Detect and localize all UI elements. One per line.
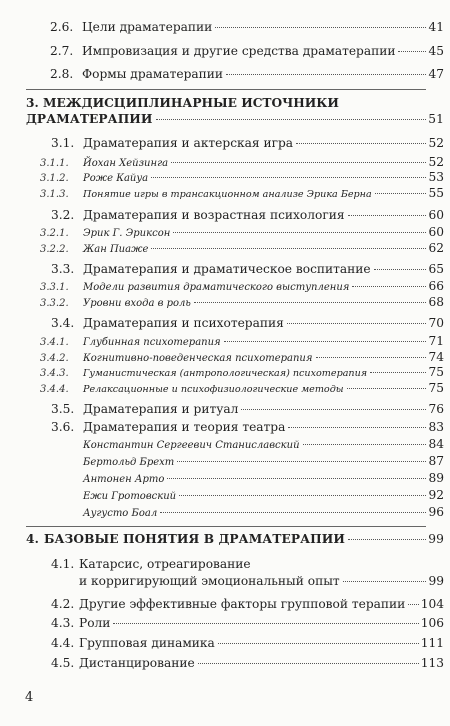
toc-entry-2-7: [50, 44, 444, 59]
toc-entry-page: 113: [420, 656, 444, 670]
dot-leader: [160, 512, 426, 513]
toc-entry-3-1: [51, 136, 444, 151]
dot-leader: [156, 119, 427, 120]
toc-entry-title: Глубинная психотерапия: [83, 337, 221, 348]
toc-entry-title: Импровизация и другие средства драматерапии: [82, 44, 396, 58]
toc-entry-title: Аугусто Боал: [83, 508, 158, 519]
dot-leader: [171, 162, 426, 163]
toc-entry-number: 3.1.1.: [40, 158, 69, 169]
toc-entry-title: Понятие игры в трансакционном анализе Эрика Берна: [83, 189, 372, 200]
toc-chapter-3: [26, 95, 339, 111]
toc-entry-number: 3.2.2.: [40, 244, 69, 255]
toc-entry-page: 66: [428, 279, 444, 293]
toc-entry-page: 60: [428, 225, 444, 239]
toc-entry-number: 3.4.2.: [40, 353, 69, 364]
dot-leader: [113, 623, 418, 624]
toc-entry-3-6: [51, 420, 444, 435]
dot-leader: [352, 286, 426, 287]
toc-entry-title: Уровни входа в роль: [83, 298, 191, 309]
toc-subentry-3-4-4: [40, 382, 444, 396]
dot-leader: [347, 388, 427, 389]
toc-entry-page: 104: [420, 597, 444, 611]
toc-chapter-4: [26, 532, 444, 547]
toc-entry-2-8: [50, 67, 444, 82]
toc-entry-title: БАЗОВЫЕ ПОНЯТИЯ В ДРАМАТЕРАПИИ: [43, 532, 346, 546]
toc-entry-page: 84: [428, 437, 444, 451]
toc-entry-4-1: [51, 556, 251, 572]
toc-entry-number: 2.6.: [50, 20, 74, 34]
toc-entry-number: 3.4.4.: [40, 384, 69, 395]
toc-entry-title: Роли: [79, 616, 111, 630]
toc-subentry-3-3-1: [40, 280, 444, 294]
toc-entry-number: 2.8.: [50, 67, 74, 81]
dot-leader: [374, 269, 427, 270]
toc-entry-number: 3.3.: [51, 262, 75, 276]
toc-subentry-3-1-1: [40, 156, 444, 170]
toc-entry-number: 4.4.: [51, 636, 75, 650]
toc-entry-page: 41: [428, 20, 444, 34]
toc-entry-number: 3.1.3.: [40, 189, 69, 200]
toc-entry-number: 4.1.: [51, 557, 75, 571]
toc-entry-title: Константин Сергеевич Станиславский: [83, 440, 300, 451]
toc-entry-number: 3.: [26, 96, 39, 110]
toc-entry-number: 3.1.2.: [40, 173, 69, 184]
dot-leader: [288, 427, 426, 428]
toc-entry-title-continued: и корригирующий эмоциональный опыт: [79, 574, 340, 588]
toc-entry-title: Драматерапия и актерская игра: [83, 136, 294, 150]
toc-entry-3-2: [51, 208, 444, 223]
toc-entry-4-3: [51, 616, 444, 631]
toc-entry-number: 3.2.: [51, 208, 75, 222]
dot-leader: [173, 232, 426, 233]
toc-entry-title: Групповая динамика: [79, 636, 215, 650]
toc-entry-title: Антонен Арто: [83, 474, 165, 485]
dot-leader: [408, 604, 418, 605]
dot-leader: [226, 74, 426, 75]
toc-subentry-3-1-3: [40, 187, 444, 201]
toc-entry-title-continued: ДРАМАТЕРАПИИ: [26, 112, 153, 126]
toc-entry-page: 75: [428, 365, 444, 379]
toc-entry-page: 68: [428, 295, 444, 309]
toc-subentry-boal: [83, 506, 444, 520]
toc-entry-page: 70: [428, 316, 444, 330]
toc-entry-title: Драматерапия и возрастная психология: [83, 208, 345, 222]
toc-entry-number: 3.5.: [51, 402, 75, 416]
dot-leader: [151, 248, 426, 249]
toc-entry-title: Когнитивно-поведенческая психотерапия: [83, 353, 313, 364]
dot-leader: [303, 444, 427, 445]
toc-entry-page: 96: [428, 505, 444, 519]
toc-entry-number: 3.3.1.: [40, 282, 69, 293]
dot-leader: [177, 461, 426, 462]
toc-entry-title: Йохан Хейзинга: [83, 158, 169, 169]
dot-leader: [343, 581, 427, 582]
toc-entry-page: 60: [428, 208, 444, 222]
toc-entry-title: Дистанцирование: [79, 656, 195, 670]
dot-leader: [348, 215, 427, 216]
toc-entry-page: 89: [428, 471, 444, 485]
toc-entry-page: 87: [428, 454, 444, 468]
toc-subentry-3-4-3: [40, 366, 444, 380]
dot-leader: [167, 478, 426, 479]
toc-entry-4-1-line2: [79, 574, 444, 589]
dot-leader: [348, 539, 426, 540]
toc-entry-title: Формы драматерапии: [82, 67, 224, 81]
toc-entry-title: Драматерапия и психотерапия: [83, 316, 284, 330]
toc-subentry-3-2-2: [40, 242, 444, 256]
toc-entry-number: 3.4.1.: [40, 337, 69, 348]
toc-entry-page: 71: [428, 334, 444, 348]
toc-subentry-3-2-1: [40, 226, 444, 240]
toc-entry-page: 99: [428, 574, 444, 588]
toc-entry-title: Драматерапия и ритуал: [83, 402, 239, 416]
toc-entry-number: 4.3.: [51, 616, 75, 630]
toc-subentry-3-3-2: [40, 296, 444, 310]
dot-leader: [224, 341, 427, 342]
dot-leader: [316, 357, 427, 358]
toc-entry-title: Ежи Гротовский: [83, 491, 177, 502]
toc-entry-number: 3.4.: [51, 316, 75, 330]
toc-entry-3-3: [51, 262, 444, 277]
toc-entry-title: Модели развития драматического выступления: [83, 282, 350, 293]
dot-leader: [296, 143, 426, 144]
toc-entry-4-2: [51, 597, 444, 612]
toc-entry-4-5: [51, 656, 444, 671]
toc-entry-title: Бертольд Брехт: [83, 457, 175, 468]
dot-leader: [218, 643, 419, 644]
dot-leader: [179, 495, 426, 496]
toc-entry-number: 3.3.2.: [40, 298, 69, 309]
toc-subentry-grotowski: [83, 489, 444, 503]
toc-entry-title: Драматерапия и теория театра: [83, 420, 286, 434]
toc-entry-page: 62: [428, 241, 444, 255]
dot-leader: [375, 193, 427, 194]
toc-chapter-3-line2: [26, 112, 444, 127]
toc-subentry-artaud: [83, 472, 444, 486]
toc-entry-page: 111: [420, 636, 444, 650]
toc-entry-page: 99: [428, 532, 444, 546]
toc-entry-page: 65: [428, 262, 444, 276]
toc-entry-page: 53: [428, 170, 444, 184]
toc-subentry-3-4-2: [40, 351, 444, 365]
dot-leader: [151, 177, 426, 178]
chapter-divider: [26, 526, 426, 527]
toc-entry-title: Гуманистическая (антропологическая) психотерапия: [83, 368, 368, 379]
toc-entry-page: 52: [428, 136, 444, 150]
toc-entry-title: Жан Пиаже: [83, 244, 149, 255]
toc-subentry-brecht: [83, 455, 444, 469]
dot-leader: [287, 323, 427, 324]
toc-entry-page: 51: [428, 112, 444, 126]
toc-entry-page: 106: [420, 616, 444, 630]
toc-entry-title: Драматерапия и драматическое воспитание: [83, 262, 371, 276]
toc-entry-title: Другие эффективные факторы групповой терапии: [79, 597, 406, 611]
toc-entry-number: 2.7.: [50, 44, 74, 58]
dot-leader: [241, 409, 426, 410]
toc-entry-page: 76: [428, 402, 444, 416]
toc-entry-page: 45: [428, 44, 444, 58]
toc-entry-number: 3.1.: [51, 136, 75, 150]
toc-entry-number: 3.6.: [51, 420, 75, 434]
toc-entry-title: Цели драматерапии: [82, 20, 213, 34]
toc-entry-title: Роже Кайуа: [83, 173, 149, 184]
toc-subentry-3-1-2: [40, 171, 444, 185]
toc-entry-page: 74: [428, 350, 444, 364]
toc-entry-3-5: [51, 402, 444, 417]
toc-entry-number: 3.2.1.: [40, 228, 69, 239]
toc-entry-number: 4.5.: [51, 656, 75, 670]
toc-entry-number: 4.: [26, 532, 39, 546]
chapter-divider: [26, 89, 426, 90]
dot-leader: [370, 372, 426, 373]
toc-entry-title: МЕЖДИСЦИПЛИНАРНЫЕ ИСТОЧНИКИ: [42, 96, 339, 110]
dot-leader: [198, 663, 419, 664]
toc-entry-page: 92: [428, 488, 444, 502]
toc-entry-page: 83: [428, 420, 444, 434]
toc-entry-title: Катарсис, отреагирование: [79, 557, 251, 571]
dot-leader: [398, 51, 426, 52]
toc-subentry-3-4-1: [40, 335, 444, 349]
toc-entry-3-4: [51, 316, 444, 331]
page-number: 4: [25, 690, 34, 705]
toc-entry-page: 55: [428, 186, 444, 200]
dot-leader: [194, 302, 427, 303]
toc-entry-page: 47: [428, 67, 444, 81]
dot-leader: [215, 27, 426, 28]
toc-entry-page: 52: [428, 155, 444, 169]
toc-entry-2-6: [50, 20, 444, 35]
toc-entry-number: 3.4.3.: [40, 368, 69, 379]
toc-entry-title: Релаксационные и психофизиологические методы: [83, 384, 344, 395]
toc-entry-page: 75: [428, 381, 444, 395]
toc-subentry-stanislavsky: [83, 438, 444, 452]
toc-entry-title: Эрик Г. Эриксон: [83, 228, 171, 239]
toc-entry-number: 4.2.: [51, 597, 75, 611]
toc-entry-4-4: [51, 636, 444, 651]
